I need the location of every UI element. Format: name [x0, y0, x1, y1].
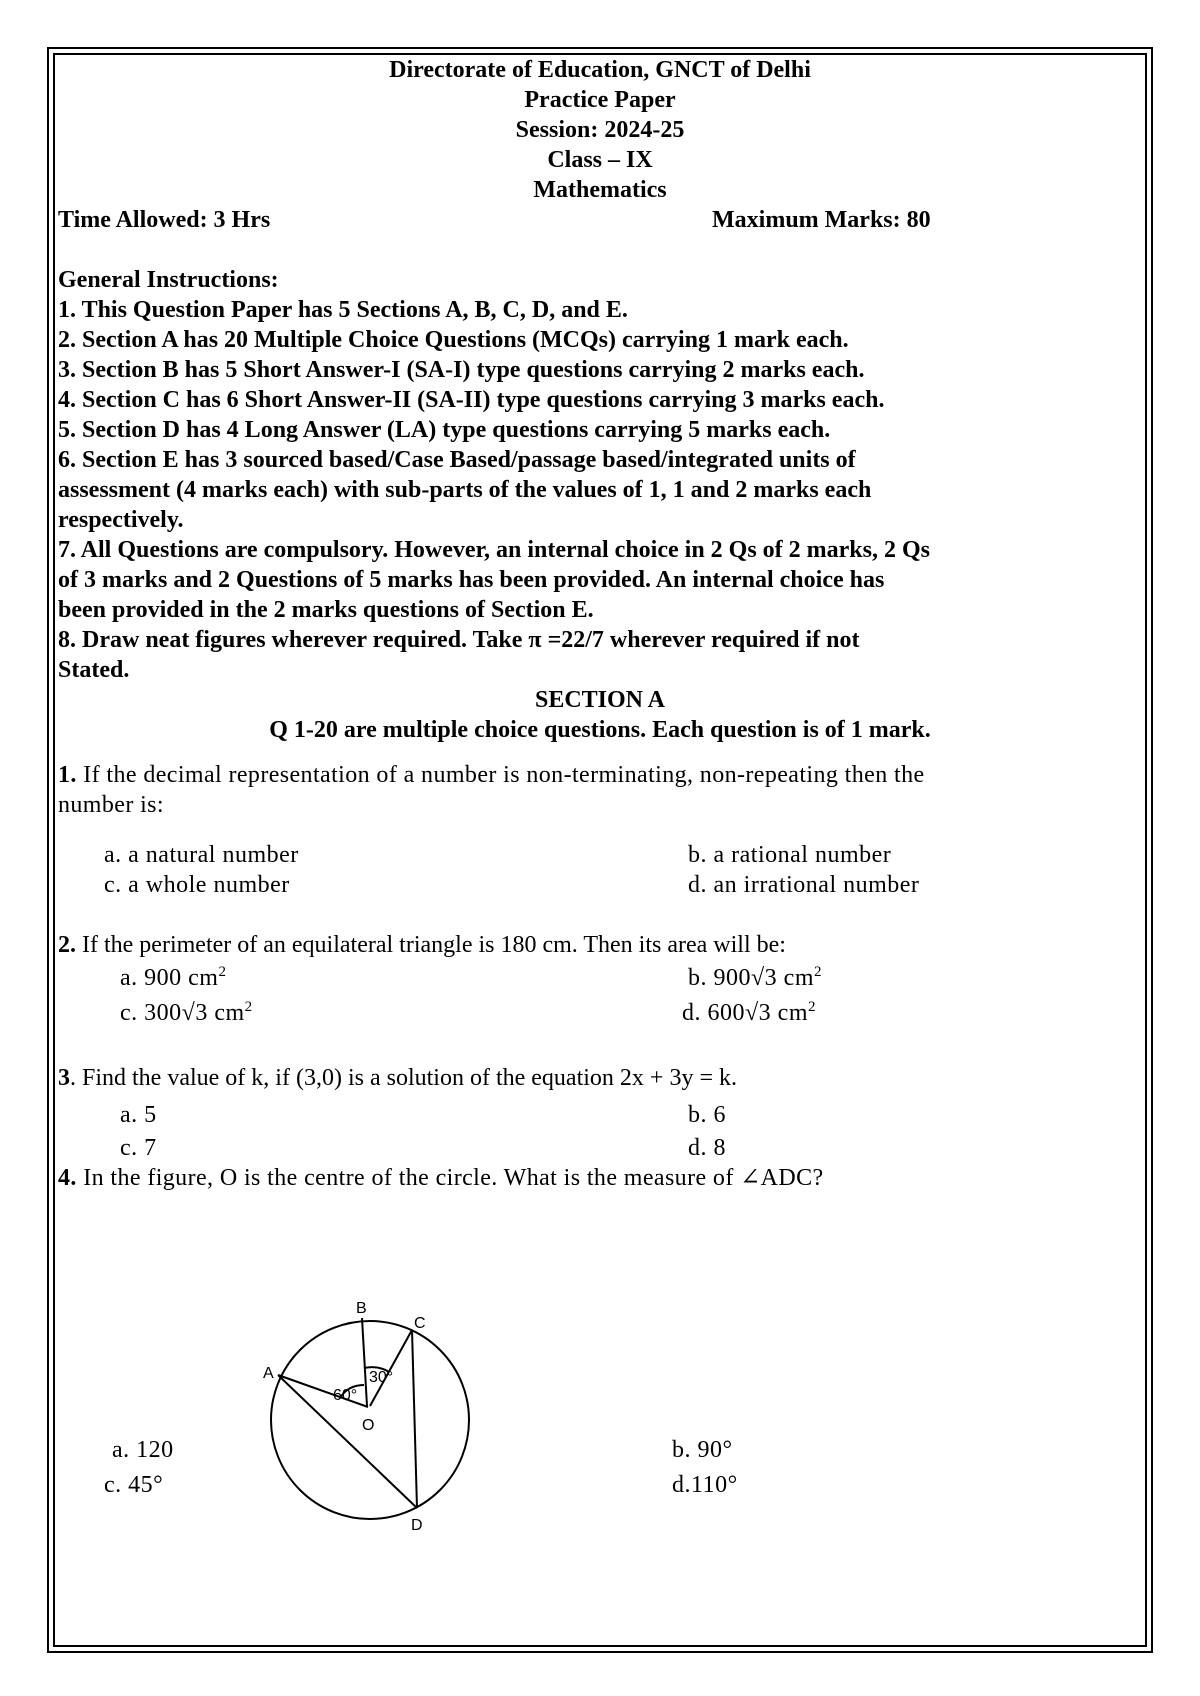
angle-label-60: 60° [333, 1387, 358, 1404]
section-title: SECTION A [534, 687, 666, 713]
question-number: 2. [58, 932, 76, 958]
instruction-line: 8. Draw neat figures wherever required. Take π =22/7 wherever required if not [58, 627, 860, 653]
angle-label-30: 30° [369, 1369, 394, 1386]
maximum-marks: Maximum Marks: 80 [712, 207, 931, 233]
header-class: Class – IX [547, 147, 653, 173]
option-d: d. 600√3 $cm^2$ [682, 999, 816, 1026]
header-subject: Mathematics [533, 177, 667, 203]
question-text: In the figure, O is the centre of the circle. What is the measure of ∠ADC? [76, 1165, 824, 1191]
option-c: c. 45° [104, 1472, 164, 1498]
point-label-b: B [356, 1300, 367, 1317]
instruction-line: 3. Section B has 5 Short Answer-I (SA-I) type questions carrying 2 marks each. [58, 357, 865, 383]
option-b: b. 90° [672, 1437, 733, 1463]
option-a: a. a natural number [104, 842, 299, 868]
instruction-line: of 3 marks and 2 Questions of 5 marks has been provided. An internal choice has [58, 567, 885, 593]
option-a: a. 5 [120, 1102, 157, 1128]
segment-cd [412, 1330, 417, 1508]
question-text: . Find the value of k, if (3,0) is a solution of the equation 2x + 3y = k. [70, 1065, 737, 1091]
header-session: Session: 2024-25 [515, 117, 685, 143]
time-allowed: Time Allowed: 3 Hrs [58, 207, 271, 233]
instruction-line: assessment (4 marks each) with sub-parts of the values of 1, 1 and 2 marks each [58, 477, 872, 503]
point-label-d: D [411, 1517, 423, 1534]
option-c: c. 7 [120, 1135, 157, 1161]
circle-figure [250, 1300, 480, 1540]
option-a: a. 120 [112, 1437, 174, 1463]
question-1-text [58, 760, 925, 790]
instruction-line: Stated. [58, 657, 130, 683]
option-d: d.110° [672, 1472, 738, 1498]
point-label-o: O [362, 1417, 375, 1434]
instruction-line: 6. Section E has 3 sourced based/Case Based/passage based/integrated units of [58, 447, 856, 473]
option-b: b. a rational number [688, 842, 892, 868]
question-number: 1. [58, 762, 77, 788]
point-label-c: C [414, 1315, 426, 1332]
question-3-text [58, 1063, 737, 1093]
section-subtitle: Q 1-20 are multiple choice questions. Each question is of 1 mark. [269, 717, 931, 743]
question-4-text [58, 1163, 824, 1193]
question-number: 3 [58, 1065, 70, 1091]
header-org: Directorate of Education, GNCT of Delhi [389, 57, 811, 83]
instruction-line: 5. Section D has 4 Long Answer (LA) type questions carrying 5 marks each. [58, 417, 831, 443]
instruction-line: 4. Section C has 6 Short Answer-II (SA-II) type questions carrying 3 marks each. [58, 387, 885, 413]
question-number: 4. [58, 1165, 77, 1191]
option-c: c. a whole number [104, 872, 290, 898]
option-b: b. 6 [688, 1102, 726, 1128]
option-a: a. 900 $cm^2$ [120, 964, 227, 991]
option-d: d. 8 [688, 1135, 726, 1161]
instructions-title: General Instructions: [58, 267, 279, 293]
question-1-text-cont: number is: [58, 792, 164, 818]
option-c: c. 300√3 $cm^2$ [120, 999, 253, 1026]
point-label-a: A [263, 1365, 274, 1382]
question-text: If the perimeter of an equilateral triangle is 180 cm. Then its area will be: [76, 932, 786, 958]
option-d: d. an irrational number [688, 872, 920, 898]
segment-bo [362, 1318, 367, 1406]
question-text: If the decimal representation of a number is non-terminating, non-repeating then the [76, 762, 925, 788]
instruction-line: been provided in the 2 marks questions of Section E. [58, 597, 594, 623]
instruction-line: 7. All Questions are compulsory. However, an internal choice in 2 Qs of 2 marks, 2 Qs [58, 537, 931, 563]
instruction-line: respectively. [58, 507, 184, 533]
question-2-text [58, 930, 786, 960]
header-paper: Practice Paper [524, 87, 676, 113]
instruction-line: 1. This Question Paper has 5 Sections A, B, C, D, and E. [58, 297, 628, 323]
instruction-line: 2. Section A has 20 Multiple Choice Questions (MCQs) carrying 1 mark each. [58, 327, 849, 353]
option-b: b. 900√3 $cm^2$ [688, 964, 822, 991]
